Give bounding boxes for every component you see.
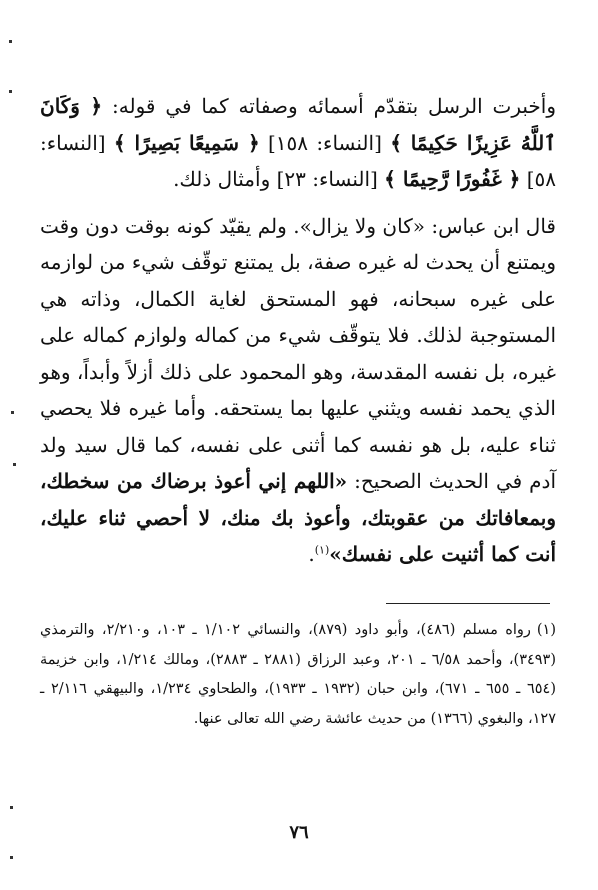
verse-reference-1: [النساء: ١٥٨] [259,130,391,155]
quran-verse-1: ﴿ وَكَانَ ٱللَّهُ عَزِيزًا حَكِيمًا ﴾ [40,94,556,155]
scan-mark [10,856,13,859]
verse-reference-3: [النساء: ٢٣] وأمثال ذلك. [173,167,385,191]
main-text [40,88,556,573]
paragraph-2 [40,208,556,573]
quran-verse-3: ﴿ غَفُورًا رَّحِيمًا ﴾ [384,167,521,191]
quran-verse-2: ﴿ سَمِيعًا بَصِيرًا ﴾ [113,130,260,155]
scan-mark [13,463,16,466]
footnote-number: (١) [536,622,557,638]
scan-mark [9,40,12,43]
footnote-marker[interactable]: (١) [314,543,330,557]
footnote-text: رواه مسلم (٤٨٦)، وأبو داود (٨٧٩)، والنسائي ١/١٠٢ ـ ١٠٣، و٢/٢١٠، والترمذي (٣٤٩٣)، وأحمد ٦/٥٨ ـ ٢٠١، وعبد الرزاق (٢٨٨١ ـ ٢٨٨٣)، ومالك ١/٢١٤، وابن خزيمة (٦٥٤ ـ ٦٥٥ ـ ٦٧١)، وابن حبان (١٩٣٢ ـ ١٩٣٣)، والطحاوي ١/٢٣٤، والبيهقي ٢/١١٦ ـ ١٢٧، والبغوي (١٣٦٦) من حديث عائشة رضي الله تعالى عنها. [40,622,557,727]
footnote [40,616,556,734]
paragraph-2-end: . [308,542,315,566]
paragraph-2-text: قال ابن عباس: «كان ولا يزال». ولم يقيّد كونه بوقت دون وقت ويمتنع أن يحدث له غيره صفة، بل يمتنع توقّف شيء من لوازمه على غيره سبحانه، فهو المستحق لغاية الكمال، وذاته هي المستوجبة لذلك. فلا يتوقّف شيء من كماله ولوازم كماله على غيره، بل نفسه المقدسة، وهو المحمود على ذلك أزلاً وأبداً، وهو الذي يحمد نفسه ويثني عليها بما يستحقه. وأما غيره فلا يحصي ثناء عليه، بل هو نفسه كما أثنى على نفسه، كما قال سيد ولد آدم في الحديث الصحيح: [40,213,556,493]
hadith-quote: «اللهم إني أعوذ برضاك من سخطك، وبمعافاتك من عقوبتك، وأعوذ بك منك، لا أحصي ثناء عليك، أنت كما أثنيت على نفسك» [40,469,556,566]
page-number: ٧٦ [289,822,309,843]
verse-reference-2: [النساء: ٥٨] [40,130,556,191]
footnote-separator [386,603,550,604]
scan-mark [10,806,13,809]
scan-mark [11,411,14,414]
paragraph-1-lead: وأخبرت الرسل بتقدّم أسمائه وصفاته كما في قوله: [102,94,556,118]
paragraph-1 [40,88,556,198]
scan-mark [9,90,12,93]
